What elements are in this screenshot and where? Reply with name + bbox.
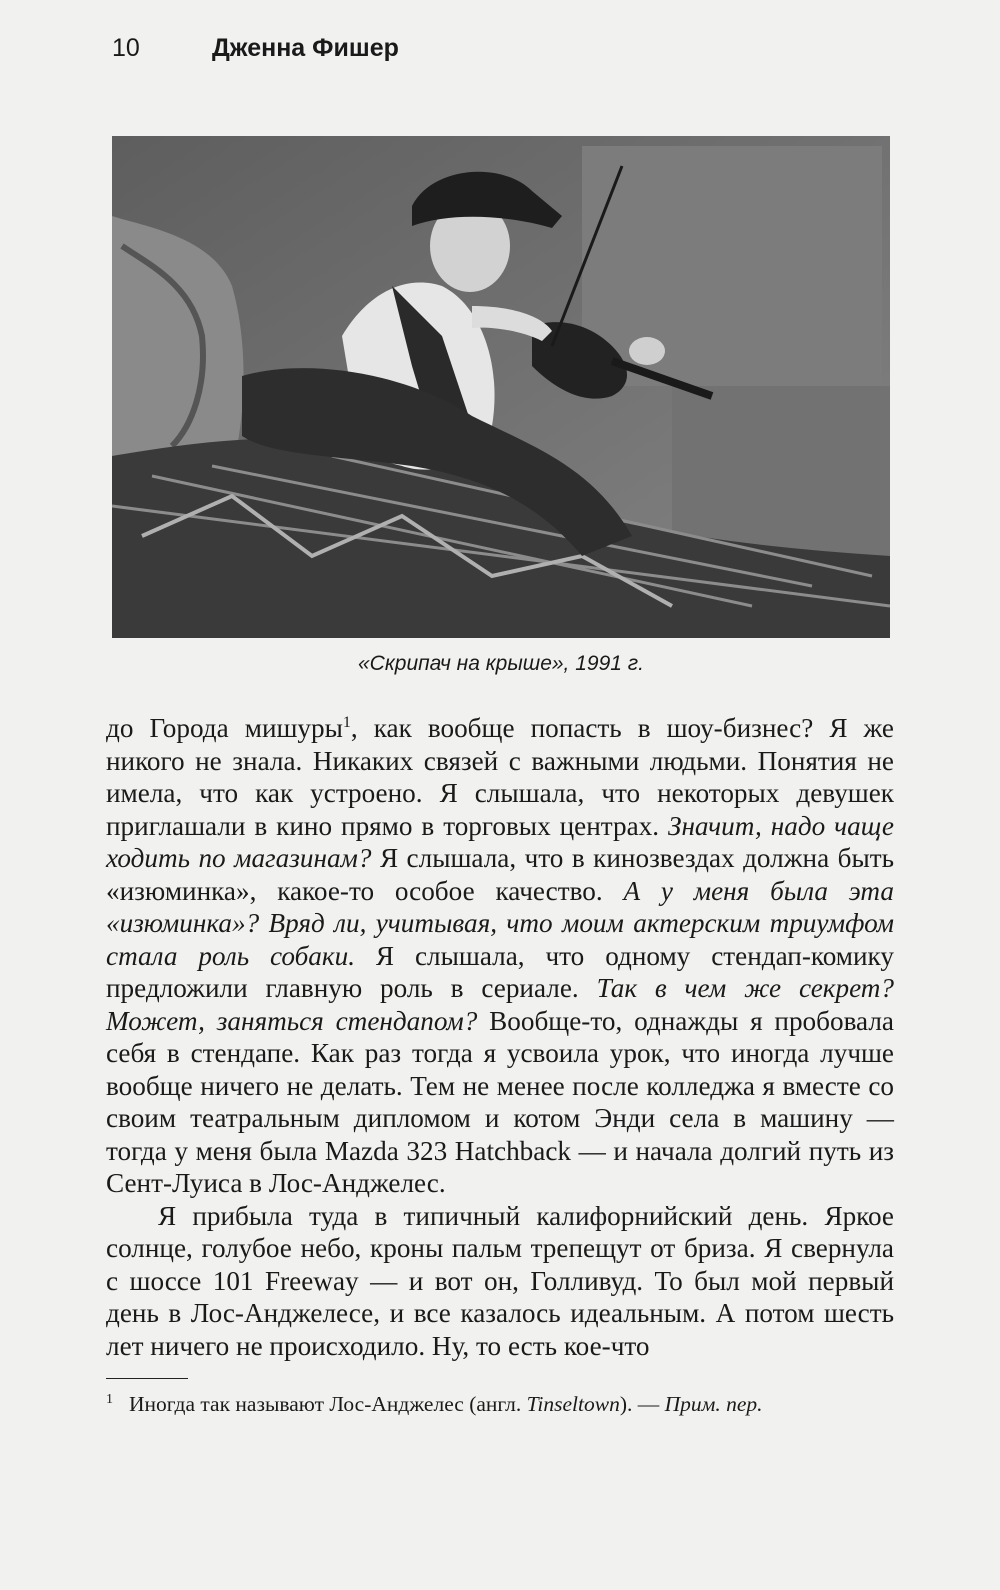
footnote-ref: 1 <box>342 713 351 731</box>
text-run: Я слышала, что одному стендап-комику предложили главную роль в сериале. <box>106 940 894 1003</box>
italic-run: Tinseltown <box>526 1392 620 1416</box>
italic-run: А у меня была эта «изюминка»? Вряд ли, учитывая, что моим актерским триумфом стала роль собаки. <box>106 875 894 971</box>
page-header <box>112 34 888 74</box>
text-run: Я слышала, что в кинозвездах должна быть «изюминка», какое-то особое качество. <box>106 843 894 906</box>
text-run: Вообще-то, однажды я пробовала себя в стендапе. Как раз тогда я усвоила урок, что иногда лучше вообще ничего не делать. Тем не менее после колледжа я вместе со своим театральным дипломом и котом Энди села в машину — тогда у меня была Mazda 323 Hatchback — и начала долгий путь из Сент-Луиса в Лос-Анджелес. <box>106 1005 894 1198</box>
italic-run: Значит, надо чаще ходить по магазинам? <box>106 810 894 873</box>
text-run: Я прибыла туда в типичный калифорнийский день. Яркое солнце, голубое небо, кроны пальм трепещут от бриза. Я свернула с шоссе 101 Freeway — и вот он, Голливуд. То был мой первый день в Лос-Анджелесе, и все казалось идеальным. А потом шесть лет ничего не происходило. Ну, то есть кое-что <box>106 1200 894 1361</box>
paragraph <box>106 1200 894 1363</box>
text-run: Иногда так называют Лос-Анджелес (англ. <box>129 1392 527 1416</box>
italic-run: Прим. пер. <box>664 1392 763 1416</box>
photo-caption: «Скрипач на крыше», 1991 г. <box>358 652 644 675</box>
running-head: Дженна Фишер <box>212 34 399 62</box>
italic-run: Так в чем же секрет? Может, заняться стендапом? <box>106 973 895 1036</box>
photo-violinist-on-roof <box>112 136 890 638</box>
text-run: ). — <box>619 1392 665 1416</box>
text-run: , как вообще попасть в шоу-бизнес? Я же никого не знала. Никаких связей с важными людьми. Понятия не имела, что как устроено. Я слышала, что некоторых девушек приглашали в кино прямо в торговых центрах. <box>106 713 894 841</box>
footnote-mark: 1 <box>106 1392 113 1407</box>
footnote-text <box>129 1392 763 1416</box>
paragraph <box>106 712 894 1200</box>
page-number: 10 <box>112 34 140 62</box>
text-run: до Города мишуры <box>106 713 343 743</box>
footnote <box>106 1392 894 1417</box>
footnote-divider <box>106 1378 188 1379</box>
body-text <box>106 712 894 1362</box>
